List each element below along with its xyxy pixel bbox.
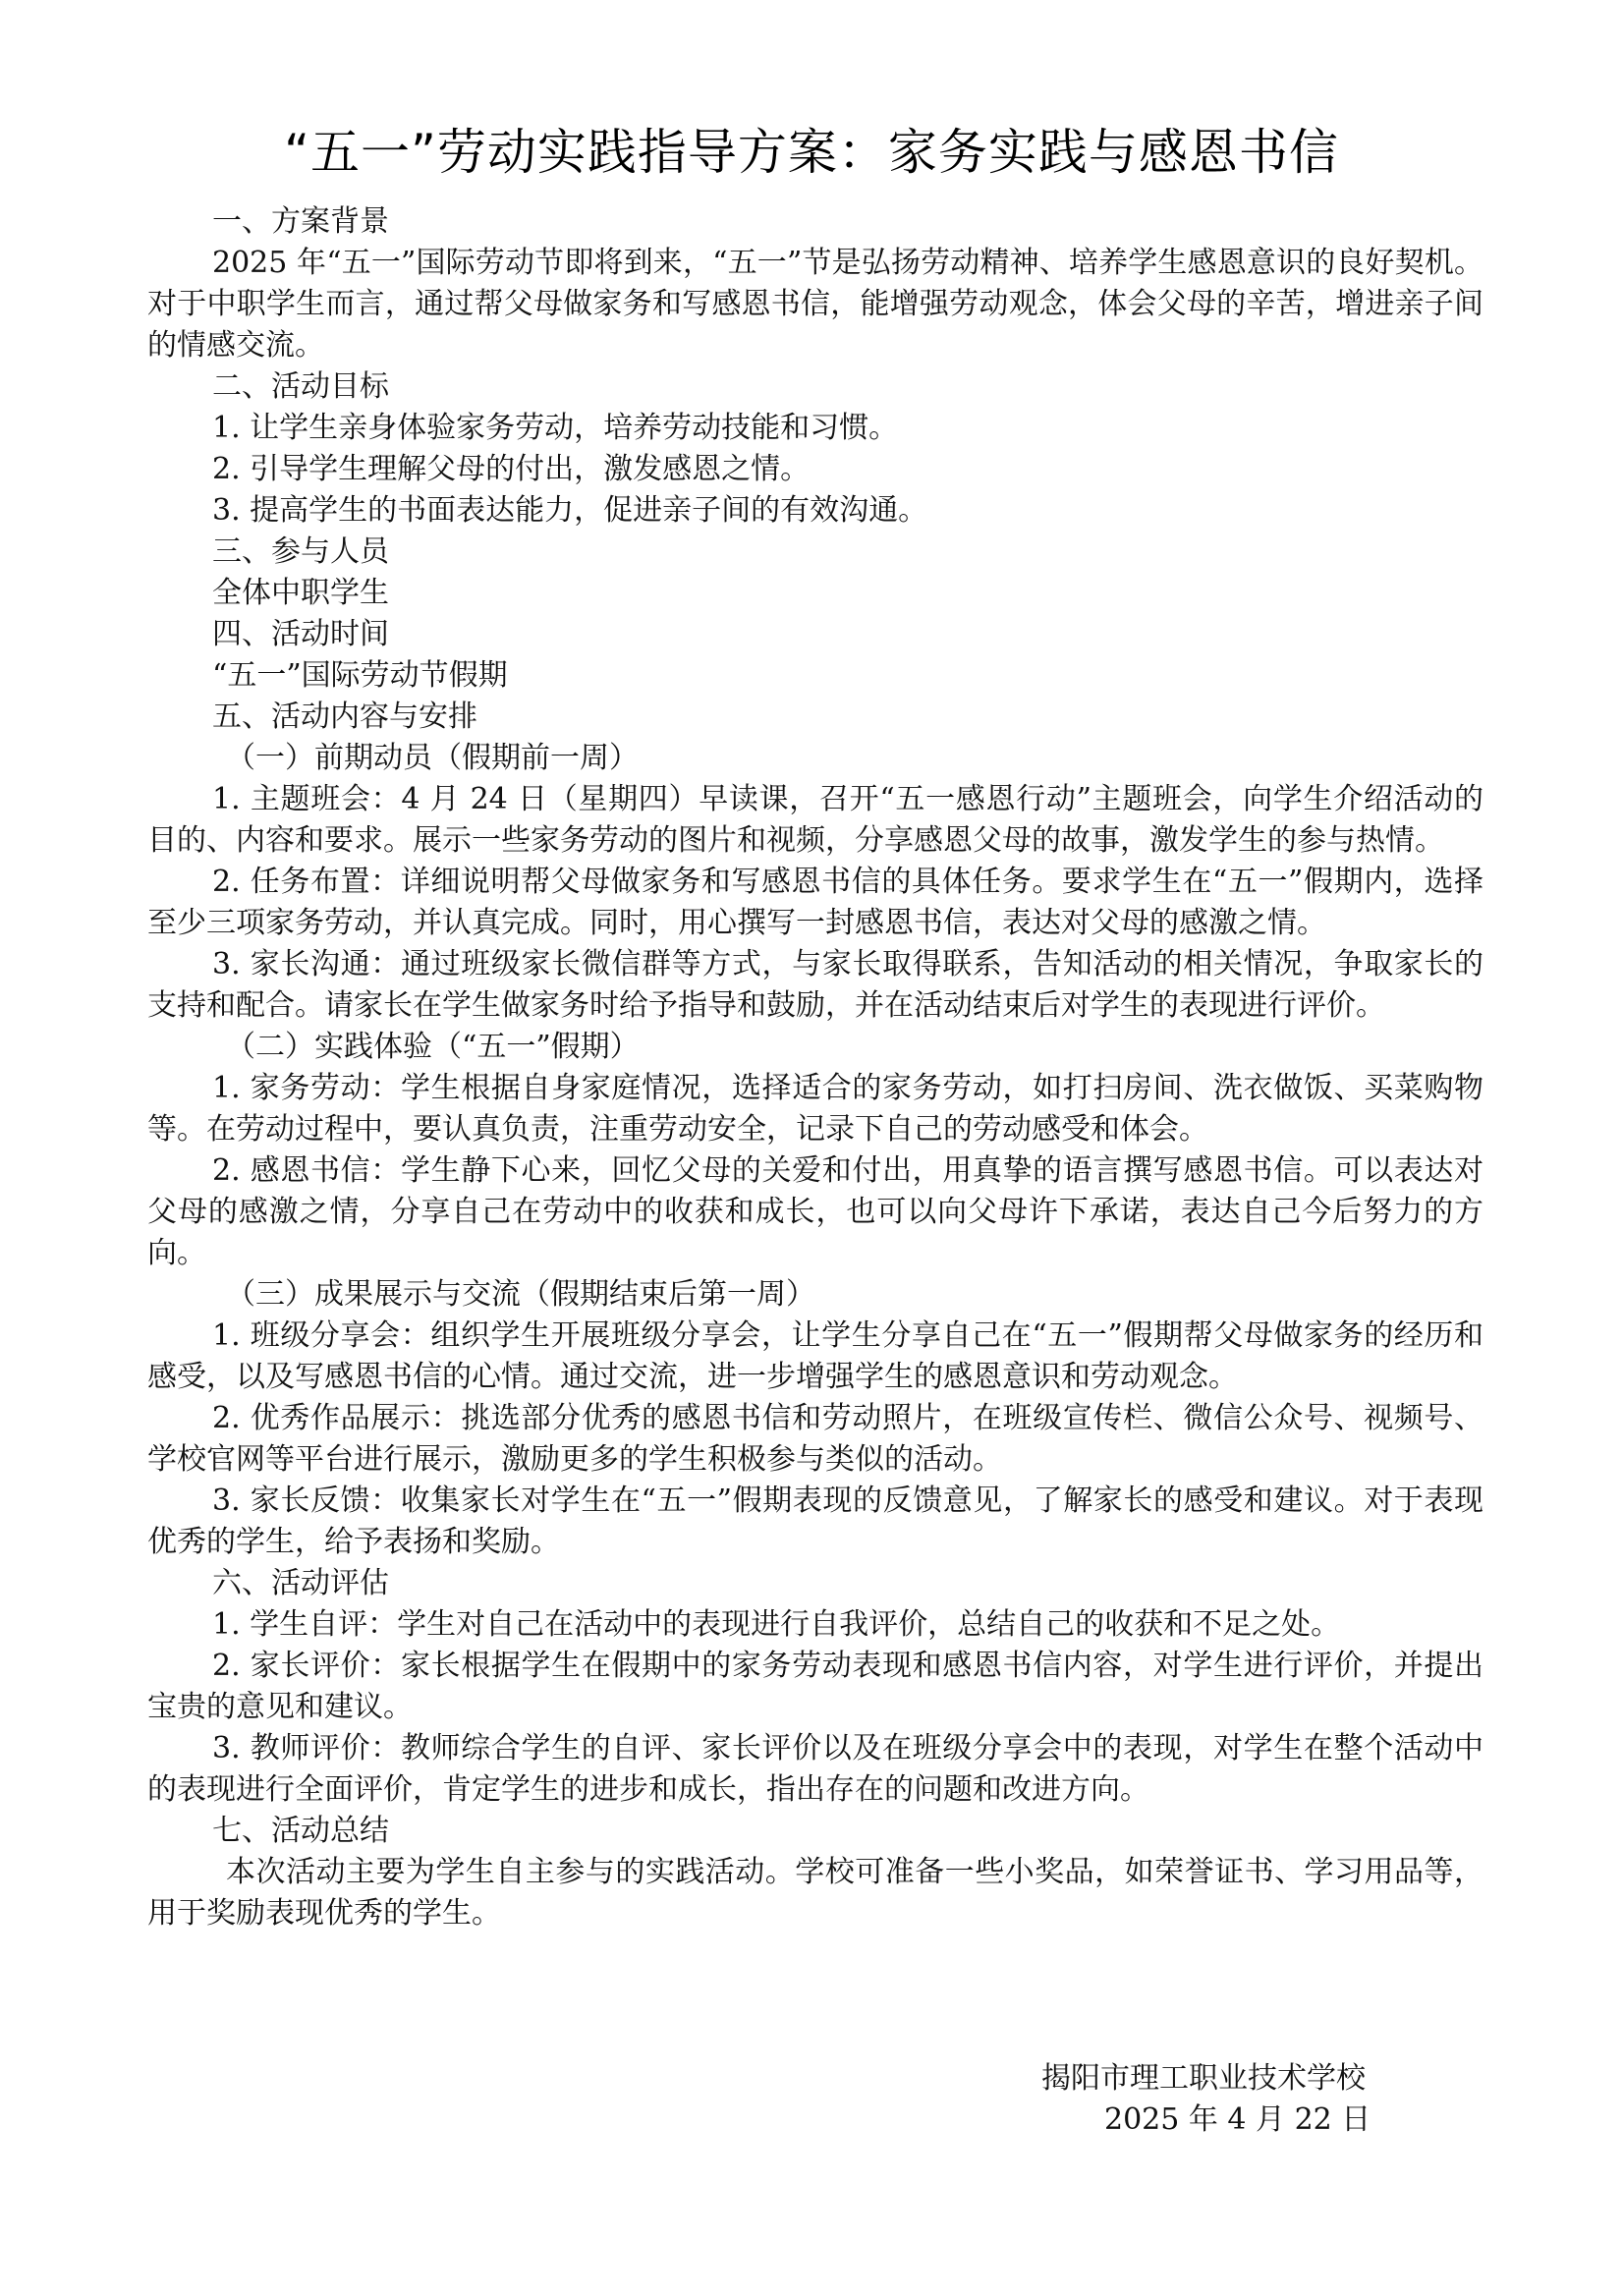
background-paragraph: 2025 年“五一”国际劳动节即将到来，“五一”节是弘扬劳动精神、培养学生感恩意识的良好契机。对于中职学生而言，通过帮父母做家务和写感恩书信，能增强劳动观念，体会父母的辛苦，增进亲子间的情感交流。 bbox=[147, 246, 1483, 363]
section-heading-goals: 二、活动目标 bbox=[212, 369, 389, 404]
mobilization-item: 1. 主题班会：4 月 24 日（星期四）早读课，召开“五一感恩行动”主题班会，向学生介绍活动的目的、内容和要求。展示一些家务劳动的图片和视频，分享感恩父母的故事，激发学生的参与热情。 bbox=[147, 782, 1483, 858]
document-body bbox=[147, 201, 1483, 1934]
section-heading-background: 一、方案背景 bbox=[212, 204, 389, 239]
evaluation-item: 2. 家长评价：家长根据学生在假期中的家务劳动表现和感恩书信内容，对学生进行评价，并提出宝贵的意见和建议。 bbox=[147, 1649, 1483, 1724]
goal-item: 3. 提高学生的书面表达能力，促进亲子间的有效沟通。 bbox=[212, 493, 928, 528]
document-title: “五一”劳动实践指导方案：家务实践与感恩书信 bbox=[284, 124, 1339, 181]
participants-text: 全体中职学生 bbox=[212, 576, 389, 610]
section-heading-content: 五、活动内容与安排 bbox=[212, 700, 477, 734]
subsection-heading-mobilization: （一）前期动员（假期前一周） bbox=[226, 741, 639, 775]
showcase-item: 2. 优秀作品展示：挑选部分优秀的感恩书信和劳动照片，在班级宣传栏、微信公众号、视频号、学校官网等平台进行展示，激励更多的学生积极参与类似的活动。 bbox=[147, 1401, 1483, 1477]
signature-organization: 揭阳市理工职业技术学校 bbox=[1041, 2061, 1366, 2096]
time-text: “五一”国际劳动节假期 bbox=[212, 658, 508, 693]
section-heading-participants: 三、参与人员 bbox=[212, 534, 389, 569]
subsection-heading-showcase: （三）成果展示与交流（假期结束后第一周） bbox=[226, 1277, 815, 1312]
showcase-item: 3. 家长反馈：收集家长对学生在“五一”假期表现的反馈意见，了解家长的感受和建议。对于表现优秀的学生，给予表扬和奖励。 bbox=[147, 1484, 1483, 1559]
section-heading-time: 四、活动时间 bbox=[212, 617, 389, 651]
mobilization-item: 2. 任务布置：详细说明帮父母做家务和写感恩书信的具体任务。要求学生在“五一”假期内，选择至少三项家务劳动，并认真完成。同时，用心撰写一封感恩书信，表达对父母的感激之情。 bbox=[147, 865, 1483, 940]
signature-block bbox=[982, 2058, 1415, 2141]
section-heading-evaluation: 六、活动评估 bbox=[212, 1566, 389, 1600]
evaluation-item: 3. 教师评价：教师综合学生的自评、家长评价以及在班级分享会中的表现，对学生在整个活动中的表现进行全面评价，肯定学生的进步和成长，指出存在的问题和改进方向。 bbox=[147, 1731, 1483, 1807]
showcase-item: 1. 班级分享会：组织学生开展班级分享会，让学生分享自己在“五一”假期帮父母做家务的经历和感受，以及写感恩书信的心情。通过交流，进一步增强学生的感恩意识和劳动观念。 bbox=[147, 1318, 1483, 1394]
evaluation-item: 1. 学生自评：学生对自己在活动中的表现进行自我评价，总结自己的收获和不足之处。 bbox=[212, 1607, 1341, 1642]
mobilization-item: 3. 家长沟通：通过班级家长微信群等方式，与家长取得联系，告知活动的相关情况，争取家长的支持和配合。请家长在学生做家务时给予指导和鼓励，并在活动结束后对学生的表现进行评价。 bbox=[147, 947, 1483, 1023]
practice-item: 1. 家务劳动：学生根据自身家庭情况，选择适合的家务劳动，如打扫房间、洗衣做饭、买菜购物等。在劳动过程中，要认真负责，注重劳动安全，记录下自己的劳动感受和体会。 bbox=[147, 1071, 1483, 1147]
goal-item: 1. 让学生亲身体验家务劳动，培养劳动技能和习惯。 bbox=[212, 411, 899, 445]
section-heading-summary: 七、活动总结 bbox=[212, 1814, 389, 1848]
goal-item: 2. 引导学生理解父母的付出，激发感恩之情。 bbox=[212, 452, 811, 486]
practice-item: 2. 感恩书信：学生静下心来，回忆父母的关爱和付出，用真挚的语言撰写感恩书信。可以表达对父母的感激之情，分享自己在劳动中的收获和成长，也可以向父母许下承诺，表达自己今后努力的方向。 bbox=[147, 1153, 1483, 1270]
subsection-heading-practice: （二）实践体验（“五一”假期） bbox=[226, 1030, 640, 1064]
signature-date: 2025 年 4 月 22 日 bbox=[1104, 2102, 1371, 2137]
summary-paragraph: 本次活动主要为学生自主参与的实践活动。学校可准备一些小奖品，如荣誉证书、学习用品等，用于奖励表现优秀的学生。 bbox=[147, 1855, 1483, 1931]
